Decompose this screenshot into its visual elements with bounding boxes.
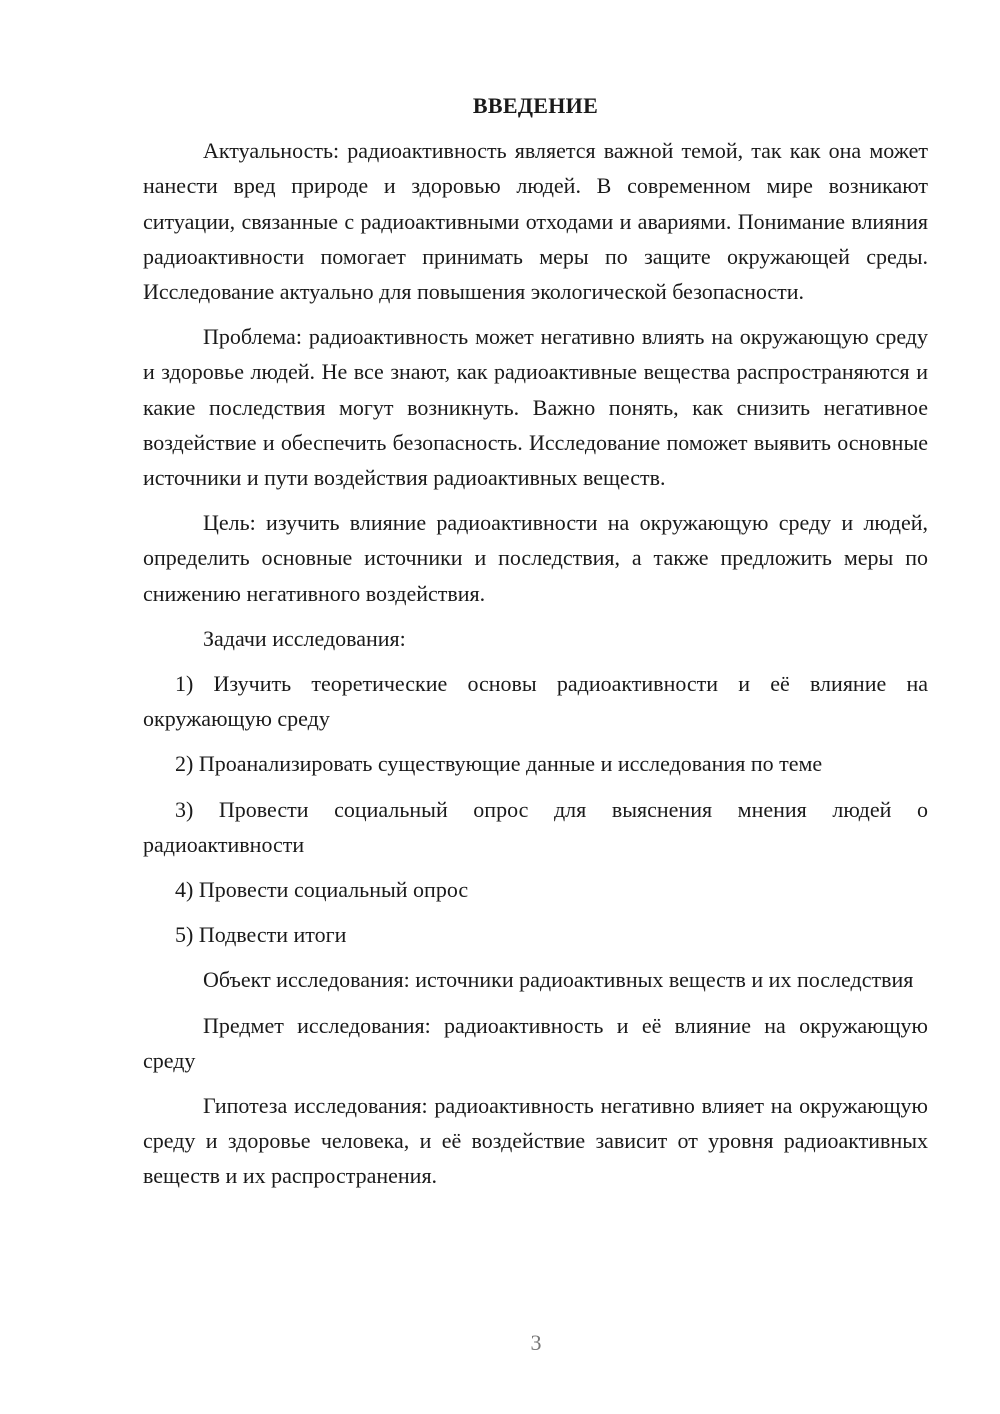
list-item: 2) Проанализировать существующие данные и исследования по теме <box>175 751 823 777</box>
page-title: ВВЕДЕНИЕ <box>472 93 599 118</box>
page-number: 3 <box>530 1330 542 1355</box>
goal-paragraph: Цель: изучить влияние радиоактивности на окружающую среду и людей, определить основные источники и последствия, а также предложить меры по снижению негативного воздействия. <box>143 510 928 606</box>
subject-paragraph: Предмет исследования: радиоактивность и её влияние на окружающую среду <box>143 1012 928 1073</box>
tasks-list <box>143 666 928 952</box>
object-paragraph: Объект исследования: источники радиоактивных веществ и их последствия <box>203 967 914 993</box>
relevance-paragraph: Актуальность: радиоактивность является важной темой, так как она может нанести вред природе и здоровью людей. В современном мире возникают ситуации, связанные с радиоактивными отходами и авариями. Понимание влияния радиоактивности помогает принимать меры по защите окружающей среды. Исследование актуально для повышения экологической безопасности. <box>143 138 928 305</box>
list-item: 4) Провести социальный опрос <box>175 877 469 903</box>
hypothesis-paragraph: Гипотеза исследования: радиоактивность негативно влияет на окружающую среду и здоровье человека, и её воздействие зависит от уровня радиоактивных веществ и их распространения. <box>143 1093 928 1189</box>
list-item: 5) Подвести итоги <box>175 922 347 948</box>
problem-paragraph: Проблема: радиоактивность может негативно влиять на окружающую среду и здоровье людей. Не все знают, как радиоактивные вещества распространяются и какие последствия могут возникнуть. Важно понять, как снизить негативное воздействие и обеспечить безопасность. Исследование поможет выявить основные источники и пути воздействия радиоактивных веществ. <box>143 324 928 491</box>
document-page <box>143 88 928 1204</box>
tasks-heading: Задачи исследования: <box>203 625 406 651</box>
list-item: 3) Провести социальный опрос для выяснения мнения людей о радиоактивности <box>143 796 928 857</box>
list-item: 1) Изучить теоретические основы радиоактивности и её влияние на окружающую среду <box>143 671 928 732</box>
